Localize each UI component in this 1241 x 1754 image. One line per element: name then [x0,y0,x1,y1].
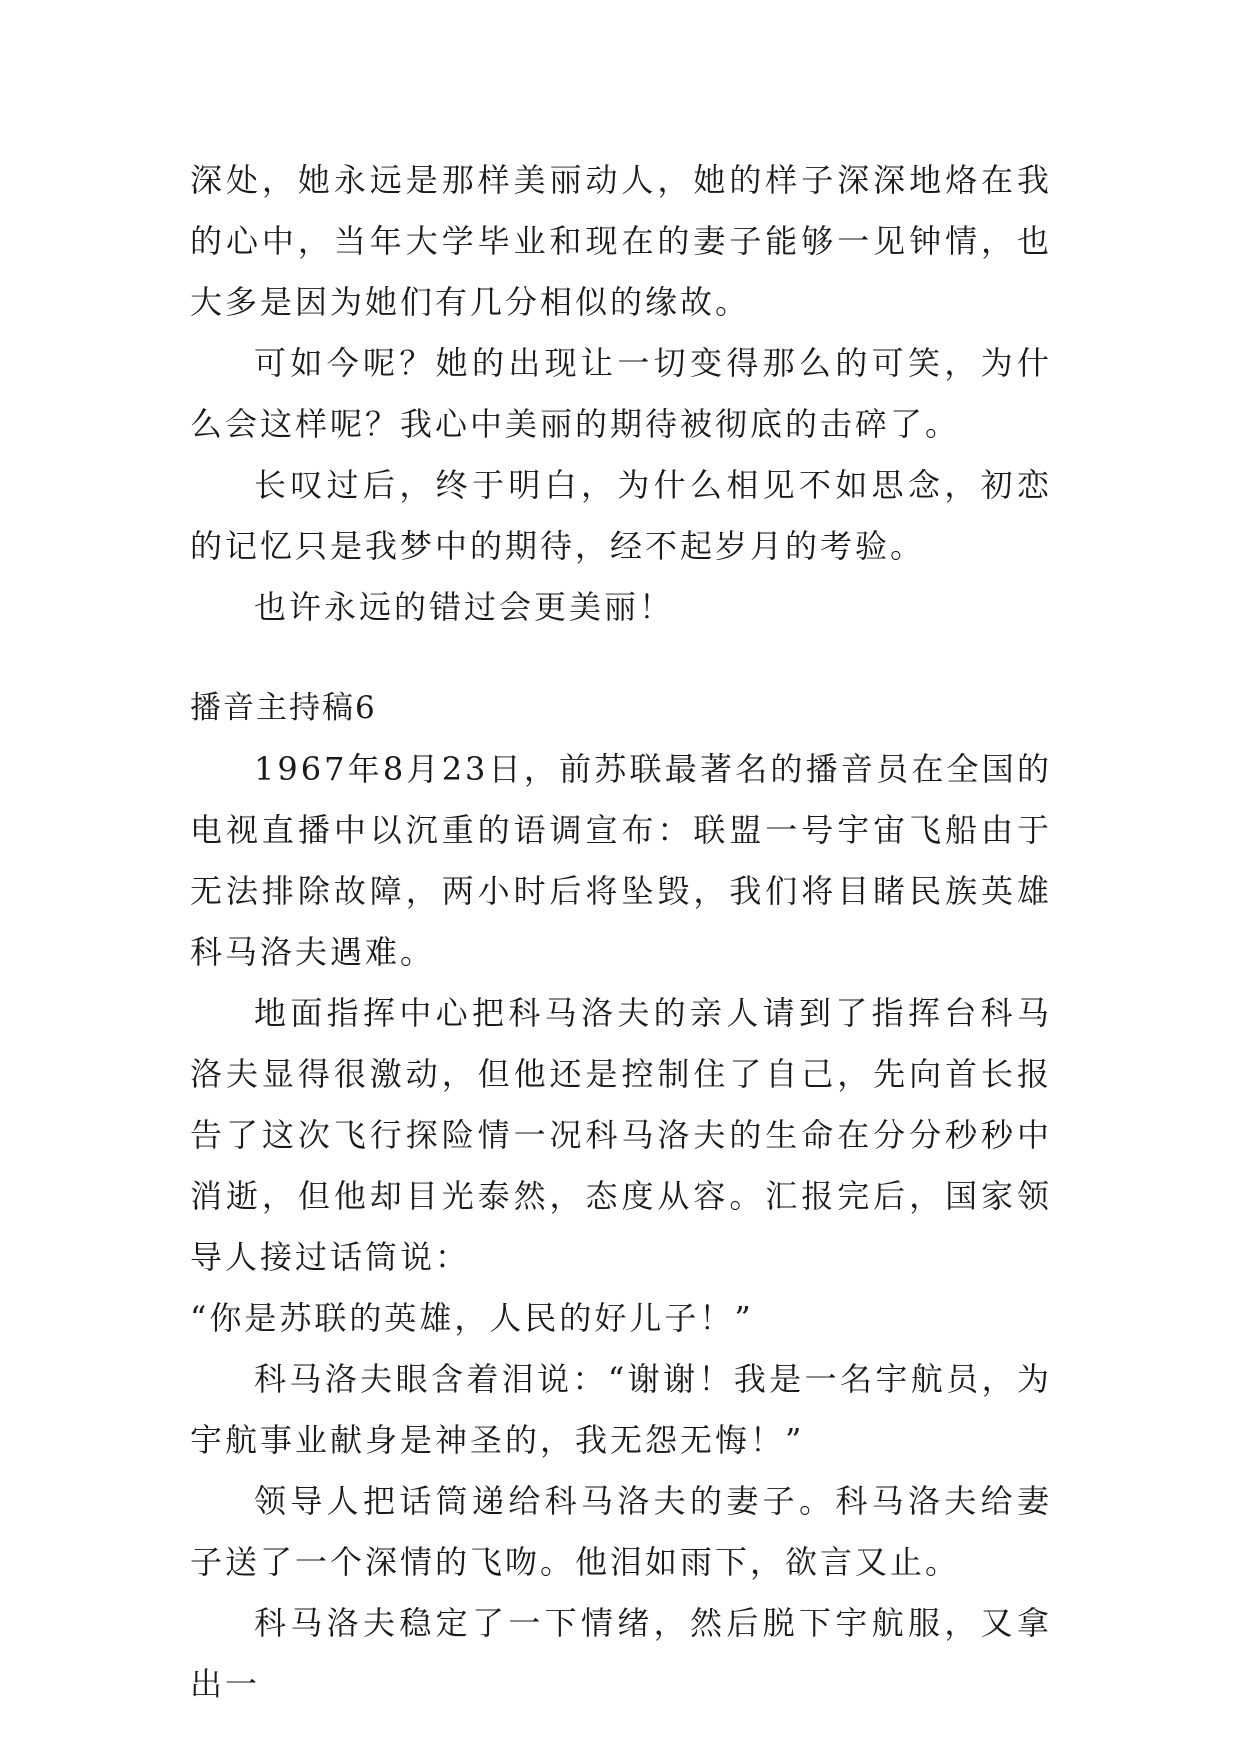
section-spacer [190,638,1052,678]
section-heading: 播音主持稿6 [190,690,377,726]
document-body [190,150,1052,1715]
paragraph: 长叹过后，终于明白，为什么相见不如思念，初恋的记忆只是我梦中的期待，经不起岁月的考验。 [190,466,1052,565]
paragraph: 科马洛夫稳定了一下情绪，然后脱下宇航服，又拿出一 [190,1604,1052,1703]
paragraph: 领导人把话筒递给科马洛夫的妻子。科马洛夫给妻子送了一个深情的飞吻。他泪如雨下，欲言又止。 [190,1482,1052,1581]
quote-paragraph: “你是苏联的英雄，人民的好儿子！” [190,1299,754,1337]
paragraph: 地面指挥中心把科马洛夫的亲人请到了指挥台科马洛夫显得很激动，但他还是控制住了自己，先向首长报告了这次飞行探险情一况科马洛夫的生命在分分秒秒中消逝，但他却目光泰然，态度从容。汇报完后，国家领导人接过话筒说： [190,994,1052,1276]
paragraph: 科马洛夫眼含着泪说：“谢谢！我是一名宇航员，为宇航事业献身是神圣的，我无怨无悔！” [190,1360,1052,1459]
paragraph: 可如今呢？她的出现让一切变得那么的可笑，为什么会这样呢？我心中美丽的期待被彻底的击碎了。 [190,344,1052,443]
paragraph: 也许永远的错过会更美丽！ [254,588,675,626]
paragraph-continuation: 深处，她永远是那样美丽动人，她的样子深深地烙在我的心中，当年大学毕业和现在的妻子能够一见钟情，也大多是因为她们有几分相似的缘故。 [190,161,1052,321]
paragraph: 1967年8月23日，前苏联最著名的播音员在全国的电视直播中以沉重的语调宣布：联盟一号宇宙飞船由于无法排除故障，两小时后将坠毁，我们将目睹民族英雄科马洛夫遇难。 [190,750,1052,971]
